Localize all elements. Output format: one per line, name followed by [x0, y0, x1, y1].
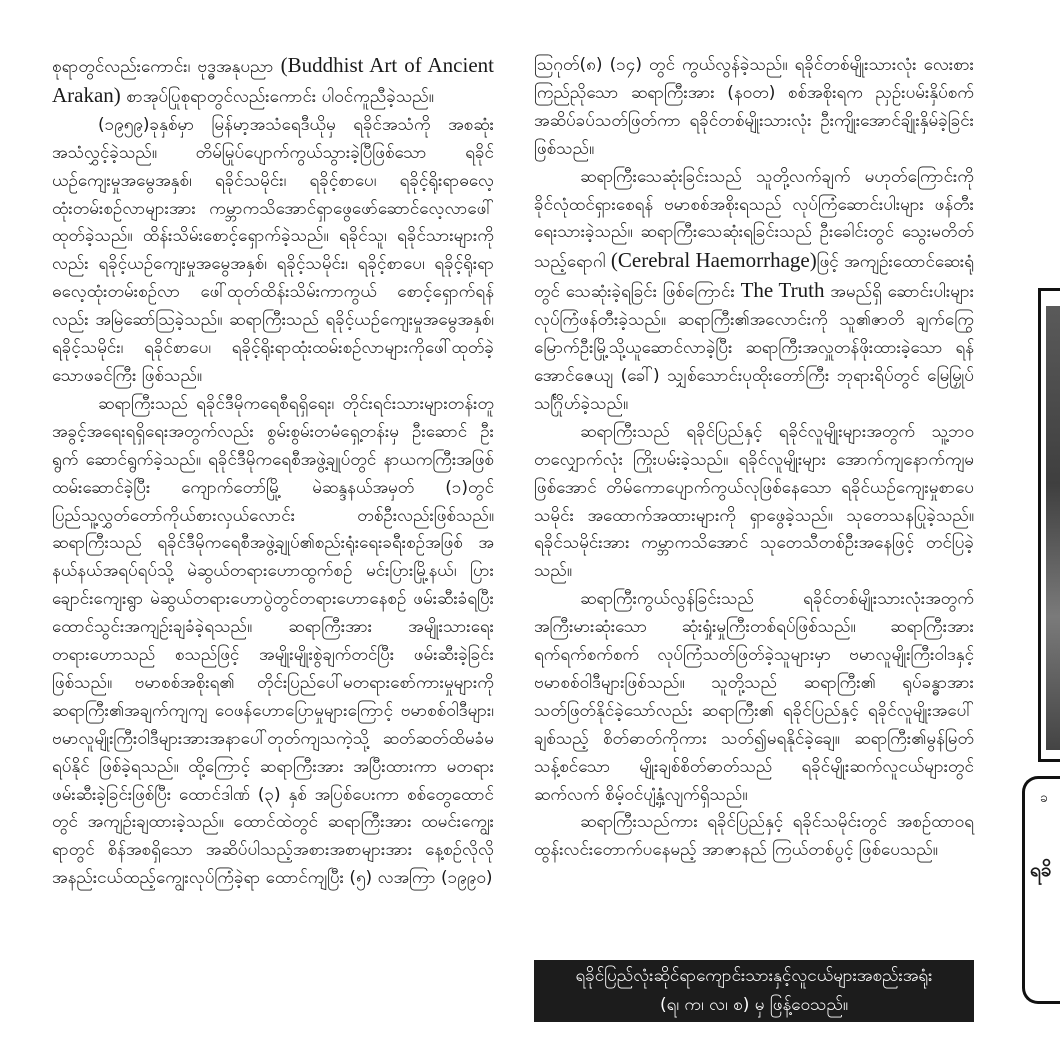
english-medical-term: (Cerebral Haemorrhage): [610, 248, 817, 273]
paragraph: ဆရာကြီးကွယ်လွန်ခြင်းသည် ရခိုင်တစ်မျိုးသားလုံးအတွက် အကြီးမားဆုံးသော ဆုံးရှုံးမှုကြီးတစ်ရပ်ဖြစ်သည်။ ဆရာကြီးအား ရက်ရက်စက်စက် လုပ်ကြံသတ်ဖြတ်ခဲ့သူများမှာ ဗမာလူမျိုးကြီးဝါဒနှင့် ဗမာစစ်ဝါဒီများဖြစ်သည်။ သူတို့သည် ဆရာကြီး၏ ရုပ်ခန္ဓာအား သတ်ဖြတ်နိုင်ခဲ့သော်လည်း ဆရာကြီး၏ ရခိုင်ပြည်နှင့် ရခိုင်လူမျိုးအပေါ်ချစ်သည့် စိတ်ဓာတ်ကိုကား သတ်၍မရနိုင်ခဲ့ချေ။ ဆရာကြီး၏မွန်မြတ်သန့်စင်သော မျိုးချစ်စိတ်ဓာတ်သည် ရခိုင်မျိုးဆက်လူငယ်များတွင် ဆက်လက် စိမ့်ဝင်ပျံ့နှံ့လျက်ရှိသည်။: [534, 589, 974, 805]
english-article-title: The Truth: [740, 278, 825, 303]
english-book-title: (Buddhist Art of Ancient Arakan): [52, 53, 494, 107]
adjacent-page-text-box: [1022, 776, 1060, 1004]
paragraph: ဆရာကြီးသည် ရခိုင်ပြည်နှင့် ရခိုင်လူမျိုးများအတွက် သူ့ဘဝတလျှောက်လုံး ကြိုးပမ်းခဲ့သည်။ ရခိုင်လူမျိုးများ အောက်ကျနောက်ကျမဖြစ်အောင် တိမ်ကောပျောက်ကွယ်လုဖြစ်နေသော ရခိုင်ယဉ်ကျေးမှုစာပေသမိုင်း အထောက်အထားများကို ရှာဖွေခဲ့သည်။ သုတေသနပြုခဲ့သည်။ ရခိုင်သမိုင်းအား ကမ္ဘာကသိအောင် သုတေသီတစ်ဦးအနေဖြင့် တင်ပြခဲ့သည်။: [534, 421, 974, 582]
article-right-column: [534, 52, 974, 865]
adjacent-page-photo: [1046, 306, 1060, 750]
paragraph: ဆရာကြီးသည် ရခိုင်ဒီမိုကရေစီရရှိရေး၊ တိုင်းရင်းသားများတန်းတူအခွင့်အရေးရရှိရေးအတွက်လည်း စွမ်းစွမ်းတမံရှေ့တန်းမှ ဦးဆောင် ဦးရွက် ဆောင်ရွက်ခဲ့သည်။ ရခိုင်ဒီမိုကရေစီအဖွဲ့ချုပ်တွင် နာယကကြီးအဖြစ်ထမ်းဆောင်ခဲ့ပြီး ကျောက်တော်မြို့ မဲဆန္ဒနယ်အမှတ် (၁)တွင် ပြည်သူ့လွှတ်တော်ကိုယ်စားလှယ်လောင်း တစ်ဦးလည်းဖြစ်သည်။ ဆရာကြီးသည် ရခိုင်ဒီမိုကရေစီအဖွဲ့ချုပ်၏စည်းရုံးရေးခရီးစဉ်အဖြစ် အနယ်နယ်အရပ်ရပ်သို့ မဲဆွယ်တရားဟောထွက်စဉ် မင်းပြားမြို့နယ်၊ ပြားချောင်းကျေးရွာ မဲဆွယ်တရားဟောပွဲတွင်တရားဟောနေစဉ် ဖမ်းဆီးခံရပြီး ထောင်သွင်းအကျဉ်းချခံခဲ့ရသည်။ ဆရာကြီးအား အမျိုးသားရေးတရားဟောသည် စသည်ဖြင့် အမျိုးမျိုးစွဲချက်တင်ပြီး ဖမ်းဆီးခဲ့ခြင်းဖြစ်သည်။ ဗမာစစ်အစိုးရ၏ တိုင်းပြည်ပေါ်မတရားစော်ကားမှုများကို ဆရာကြီး၏အချက်ကျကျ ဝေဖန်ဟောပြောမှုများကြောင့် ဗမာစစ်ဝါဒီများ၊ ဗမာလူမျိုးကြီးဝါဒီများအားအနာပေါ်တုတ်ကျသကဲ့သို့ ဆတ်ဆတ်ထိမခံမရပ်နိုင် ဖြစ်ခဲ့ရသည်။ ထို့ကြောင့် ဆရာကြီးအား အပြီးထားကာ မတရားဖမ်းဆီးခဲ့ခြင်းဖြစ်ပြီး ထောင်ဒါဏ် (၃) နှစ် အပြစ်ပေးကာ စစ်တွေထောင်တွင် အကျဉ်းချထားခဲ့သည်။ ထောင်ထဲတွင် ဆရာကြီးအား ထမင်းကျွေးရာတွင် စိန်အစရှိသော အဆိပ်ပါသည့်အစားအစာများအား နေ့စဉ်လိုလို အနည်းငယ်ထည့်ကျွေးလုပ်ကြံခဲ့ရာ ထောင်ကျပြီး (၅) လအကြာ (၁၉၉၀): [52, 393, 494, 889]
paragraph-text: ဖြင့် အကျဉ်းထောင်ဆေးရုံတွင် သေဆုံးခဲ့ရခြင်း ဖြစ်ကြောင်း: [534, 252, 974, 303]
paragraph: [534, 164, 974, 419]
credit-abbreviation: (ရ၊ က၊ လ၊ စ) မှ ဖြန့်ဝေသည်။: [659, 995, 849, 1015]
paragraph: ဩဂုတ်(၈) (၁၄) တွင် ကွယ်လွန်ခဲ့သည်။ ရခိုင်တစ်မျိုးသားလုံး လေးစားကြည်ညိုသော ဆရာကြီးအား (န၀တ) စစ်အစိုးရက ညှဉ်းပမ်းနှိပ်စက် အဆိပ်ခပ်သတ်ဖြတ်ကာ ရခိုင်တစ်မျိုးသားလုံး ဦးကျိုးအောင်ချိုးနှိမ်ခဲ့ခြင်းဖြစ်သည်။: [534, 55, 974, 159]
paragraph: (၁၉၅၉)ခုနှစ်မှာ မြန်မာ့အသံရေဒီယိုမှ ရခိုင်အသံကို အစဆုံးအသံလွှင့်ခဲ့သည်။ တိမ်မြုပ်ပျောက်ကွယ်သွားခဲ့ပြီဖြစ်သော ရခိုင်ယဉ်ကျေးမှုအမွေအနှစ်၊ ရခိုင်သမိုင်း၊ ရခိုင့်စာပေ၊ ရခိုင့်ရိုးရာဓလေ့ထုံးတမ်းစဉ်လာများအား ကမ္ဘာကသိအောင်ရှာဖွေဖော်ဆောင်လေ့လာဖေါ်ထုတ်ခဲ့သည်။ ထိန်းသိမ်းစောင့်ရှောက်ခဲ့သည်။ ရခိုင်သူ၊ ရခိုင်သားများကိုလည်း ရခိုင့်ယဉ်ကျေးမှုအမွေအနှစ်၊ ရခိုင့်သမိုင်း၊ ရခိုင့်စာပေ၊ ရခိုင့်ရိုးရာ ဓလေ့ထုံးတမ်းစဉ်လာ ဖေါ်ထုတ်ထိန်းသိမ်းကာကွယ် စောင့်ရှောက်ရန်လည်း အမြဲဆော်သြခဲ့သည်။ ဆရာကြီးသည် ရခိုင့်ယဉ်ကျေးမှုအမွေအနှစ်၊ ရခိုင့်သမိုင်း၊ ရခိုင်စာပေ၊ ရခိုင့်ရိုးရာထုံးထမ်းစဉ်လာများကိုဖေါ်ထုတ်ခဲ့သောဖခင်ကြီး ဖြစ်သည်။: [52, 114, 494, 386]
paragraph-text: အမည်ရှိ ဆောင်းပါးများ လုပ်ကြံဖန်တီးခဲ့သည်။ ဆရာကြီး၏အလောင်းကို သူ၏ဇာတိ ချက်ကြွေ မြောက်ဦးမြို့သို့ယူဆောင်လာခဲ့ပြီး ဆရာကြီးအလှူတန်ဖိုးထားခဲ့သော ရန်အောင်ဇေယျ (ခေါ်) သျှစ်သောင်းပုထိုးတော်ကြီး ဘုရားရိပ်တွင် မြေမြှုပ် သင်္ဂြိုဟ်ခဲ့သည်။: [534, 282, 975, 414]
paragraph-text: စုရာတွင်လည်းကောင်း၊ ဗုဒ္ဓအနုပညာ: [52, 57, 281, 77]
paragraph: ဆရာကြီးသည်ကား ရခိုင်ပြည်နှင့် ရခိုင်သမိုင်းတွင် အစဉ်ထာဝရထွန်းလင်းတောက်ပနေမည့် အာဇာနည် ကြယ်တစ်ပွင့် ဖြစ်ပေသည်။: [534, 812, 974, 861]
adjacent-page-fragment: ရခိ: [1030, 859, 1052, 881]
article-left-column: [52, 52, 494, 893]
paragraph: [52, 52, 494, 112]
paragraph-text: စာအုပ်ပြုစုရာတွင်လည်းကောင်း ပါဝင်ကူညီခဲ့သည်။: [120, 86, 434, 107]
credit-organization: ရခိုင်ပြည်လုံးဆိုင်ရာကျောင်းသားနှင့်လူငယ်များအစည်းအရုံး: [575, 966, 933, 986]
adjacent-page-fragment: ခ: [1040, 790, 1048, 806]
paragraph-text: ဆရာကြီးသေဆုံးခြင်းသည် သူတို့လက်ချက် မဟုတ်ကြောင်းကို ခိုင်လုံထင်ရှားစေရန် ဗမာစစ်အစိုးရသည် လုပ်ကြံဆောင်းပါးများ ဖန်တီးရေးသားခဲ့သည်။ ဆရာကြီးသေဆုံးရခြင်းသည် ဦးခေါင်းတွင် သွေးမတိတ်သည့်ရောဂါ: [534, 166, 974, 273]
distribution-credit-box: [534, 960, 974, 1022]
